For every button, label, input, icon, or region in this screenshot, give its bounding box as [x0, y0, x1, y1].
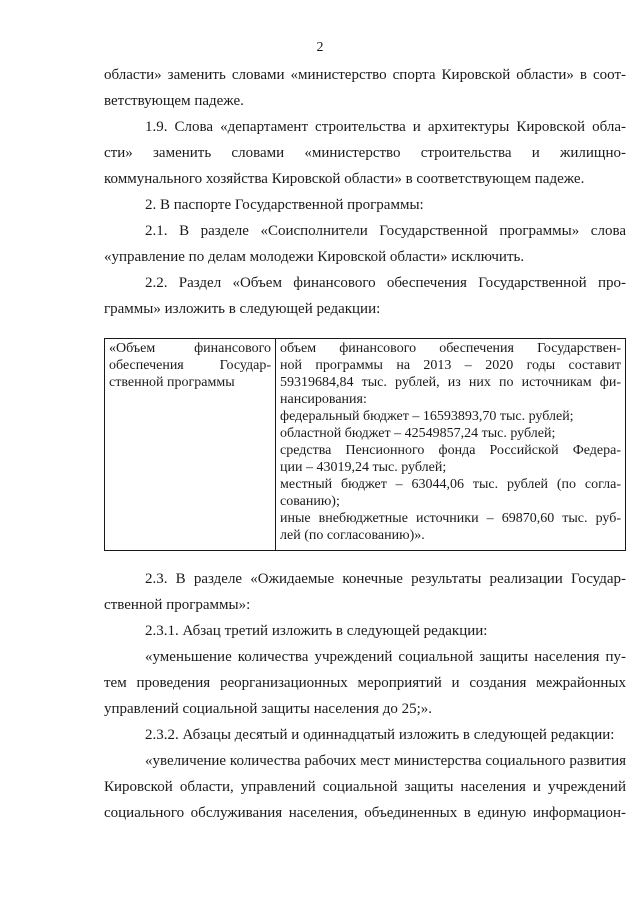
cell-line: объем финансового обеспечения Государствен-: [280, 341, 621, 356]
table-cell-label: [105, 339, 276, 551]
cell-line: ной программы на 2013 – 2020 годы составит: [280, 358, 621, 373]
text-line: 2.1. В разделе «Соисполнители Государственной программы» слова: [145, 223, 626, 239]
cell-line: 59319684,84 тыс. рублей, из них по источникам фи-: [280, 375, 621, 390]
cell-line: лей (по согласованию)».: [280, 528, 425, 543]
financing-table: [104, 338, 626, 551]
text-line: 2.2. Раздел «Объем финансового обеспечения Государственной про-: [145, 275, 626, 291]
text-line: граммы» изложить в следующей редакции:: [104, 301, 381, 317]
cell-line: сованию);: [280, 494, 340, 509]
text-line: 2. В паспорте Государственной программы:: [145, 197, 424, 213]
text-line: сти» заменить словами «министерство строительства и жилищно-: [104, 145, 626, 161]
cell-line: средства Пенсионного фонда Российской Федера-: [280, 443, 621, 458]
text-line: управлений социальной защиты населения до 25;».: [104, 701, 433, 717]
text-line: «управление по делам молодежи Кировской области» исключить.: [104, 249, 525, 265]
cell-line: местный бюджет – 63044,06 тыс. рублей (по согла-: [280, 477, 621, 492]
text-line: ветствующем падеже.: [104, 93, 244, 109]
text-line: Кировской области, управлений социальной защиты населения и учреждений: [104, 779, 626, 795]
text-line: 1.9. Слова «департамент строительства и архитектуры Кировской обла-: [145, 119, 626, 135]
table-cell-value: [276, 339, 626, 551]
cell-line: ции – 43019,24 тыс. рублей;: [280, 460, 447, 475]
page-number: 2: [316, 40, 324, 55]
text-line: области» заменить словами «министерство спорта Кировской области» в соот-: [104, 67, 626, 83]
cell-line: обеспечения Государ-: [109, 358, 271, 373]
text-line: 2.3.2. Абзацы десятый и одиннадцатый изложить в следующей редакции:: [145, 727, 615, 743]
text-line: социального обслуживания населения, объединенных в единую информацион-: [104, 805, 626, 821]
cell-line: «Объем финансового: [109, 341, 271, 356]
text-line: «уменьшение количества учреждений социальной защиты населения пу-: [145, 649, 626, 665]
text-line: тем проведения реорганизационных мероприятий и создания межрайонных: [104, 675, 626, 691]
table-row: [105, 339, 626, 551]
cell-line: ственной программы: [109, 375, 235, 390]
text-line: коммунального хозяйства Кировской области» в соответствующем падеже.: [104, 171, 585, 187]
text-line: 2.3. В разделе «Ожидаемые конечные результаты реализации Государ-: [145, 571, 626, 587]
cell-line: нансирования:: [280, 392, 367, 407]
text-line: ственной программы»:: [104, 597, 251, 613]
cell-line: федеральный бюджет – 16593893,70 тыс. рублей;: [280, 409, 574, 424]
cell-line: иные внебюджетные источники – 69870,60 тыс. руб-: [280, 511, 621, 526]
cell-line: областной бюджет – 42549857,24 тыс. рублей;: [280, 426, 556, 441]
text-line: «увеличение количества рабочих мест министерства социального развития: [145, 753, 626, 769]
text-line: 2.3.1. Абзац третий изложить в следующей редакции:: [145, 623, 488, 639]
